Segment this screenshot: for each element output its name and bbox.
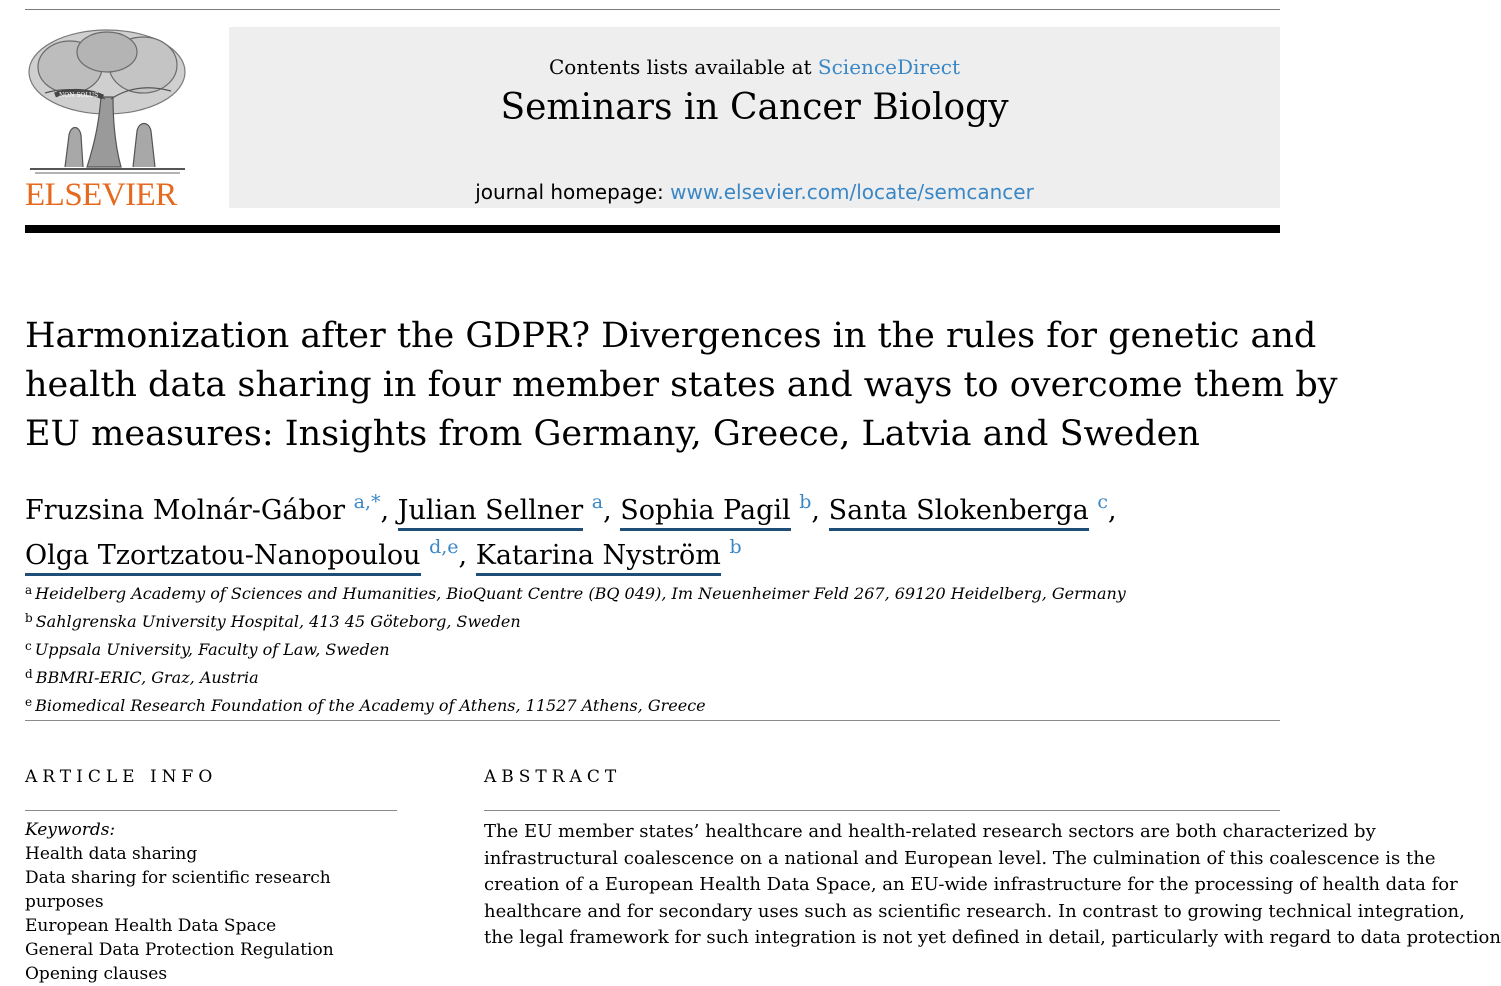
affiliation-text: Biomedical Research Foundation of the Academy of Athens, 11527 Athens, Greece xyxy=(35,696,706,715)
author-row xyxy=(25,484,1280,529)
header-divider xyxy=(25,225,1280,233)
contents-line xyxy=(229,55,1280,79)
affiliation-item xyxy=(25,606,1280,634)
contents-prefix: Contents lists available at xyxy=(548,55,812,79)
affiliation-label: e xyxy=(25,695,33,709)
author-separator: , xyxy=(1108,495,1117,526)
author-separator: , xyxy=(811,495,829,526)
author-name[interactable]: Santa Slokenberga xyxy=(829,495,1089,531)
journal-title[interactable]: Seminars in Cancer Biology xyxy=(500,87,1009,128)
author-separator: , xyxy=(603,495,621,526)
affiliation-label: a xyxy=(25,583,33,597)
affiliation-text: Sahlgrenska University Hospital, 413 45 Göteborg, Sweden xyxy=(35,612,521,631)
abstract-line: healthcare and for secondary uses such as scientific research. In contrast to growing technical integration, xyxy=(484,900,1465,922)
affiliation-item xyxy=(25,634,1280,662)
affiliation-divider xyxy=(25,720,1280,721)
affiliation-text: Uppsala University, Faculty of Law, Sweden xyxy=(34,640,390,659)
article-title xyxy=(25,312,1338,459)
journal-header xyxy=(229,27,1280,208)
logo-banner-text: NON SOLUS xyxy=(59,92,99,99)
author-name[interactable]: Fruzsina Molnár-Gábor xyxy=(25,495,345,526)
keywords-label: Keywords: xyxy=(25,820,116,840)
affiliation-marker[interactable]: b xyxy=(799,491,812,513)
keyword-item: Data sharing for scientific research purposes xyxy=(25,868,331,912)
abstract-line: infrastructural coalescence on a national and European level. The culmination of this coalescence is the xyxy=(484,847,1436,869)
abstract-line: the legal framework for such integration is not yet defined in detail, particularly with regard to data protection xyxy=(484,927,1501,949)
affiliation-marker[interactable]: d,e xyxy=(429,536,459,558)
elsevier-tree-icon xyxy=(25,27,190,177)
author-row xyxy=(25,529,1280,574)
title-line: EU measures: Insights from Germany, Greece, Latvia and Sweden xyxy=(25,414,1200,454)
journal-homepage-link[interactable]: www.elsevier.com/locate/semcancer xyxy=(670,180,1034,204)
author-name[interactable]: Olga Tzortzatou-Nanopoulou xyxy=(25,540,421,576)
keywords-block xyxy=(25,818,405,986)
homepage-line xyxy=(229,180,1280,204)
abstract-line: creation of a European Health Data Space, an EU-wide infrastructure for the processing of health data for xyxy=(484,874,1458,896)
elsevier-logo[interactable] xyxy=(25,27,190,212)
article-info-heading: ARTICLE INFO xyxy=(25,767,218,787)
affiliation-item xyxy=(25,662,1280,690)
author-name[interactable]: Julian Sellner xyxy=(398,495,584,531)
publisher-name: ELSEVIER xyxy=(25,177,177,213)
author-list xyxy=(25,484,1280,574)
keyword-item: European Health Data Space xyxy=(25,916,277,936)
affiliation-label: d xyxy=(25,667,33,681)
affiliation-list xyxy=(25,578,1280,718)
affiliation-marker[interactable]: a, xyxy=(353,491,371,513)
author-name[interactable]: Katarina Nyström xyxy=(476,540,721,576)
affiliation-text: Heidelberg Academy of Sciences and Humanities, BioQuant Centre (BQ 049), Im Neuenheimer Feld 267, 69120 Heidelberg, Germany xyxy=(35,584,1126,603)
affiliation-text: BBMRI-ERIC, Graz, Austria xyxy=(35,668,259,687)
keyword-item: General Data Protection Regulation xyxy=(25,940,334,960)
affiliation-item xyxy=(25,690,1280,718)
affiliation-marker[interactable]: b xyxy=(729,536,742,558)
abstract-rule xyxy=(484,810,1280,811)
title-line: health data sharing in four member states and ways to overcome them by xyxy=(25,365,1338,405)
abstract-text xyxy=(484,819,1501,952)
top-rule xyxy=(25,9,1280,10)
keyword-item: Opening clauses xyxy=(25,964,168,984)
sciencedirect-link[interactable]: ScienceDirect xyxy=(817,55,961,79)
affiliation-marker[interactable]: c xyxy=(1097,491,1109,513)
keyword-item: Health data sharing xyxy=(25,844,198,864)
author-separator: , xyxy=(458,540,476,571)
author-name[interactable]: Sophia Pagil xyxy=(620,495,790,531)
affiliation-marker[interactable]: a xyxy=(591,491,604,513)
abstract-line: The EU member states’ healthcare and health-related research sectors are both characterized by xyxy=(484,821,1376,842)
affiliation-label: b xyxy=(25,611,33,625)
affiliation-item xyxy=(25,578,1280,606)
title-line: Harmonization after the GDPR? Divergences in the rules for genetic and xyxy=(25,316,1317,356)
article-info-rule xyxy=(25,810,397,811)
homepage-prefix: journal homepage: xyxy=(475,180,664,204)
corresponding-author-marker[interactable]: * xyxy=(370,491,381,513)
affiliation-label: c xyxy=(25,639,32,653)
author-separator: , xyxy=(380,495,398,526)
abstract-heading: ABSTRACT xyxy=(484,767,622,787)
